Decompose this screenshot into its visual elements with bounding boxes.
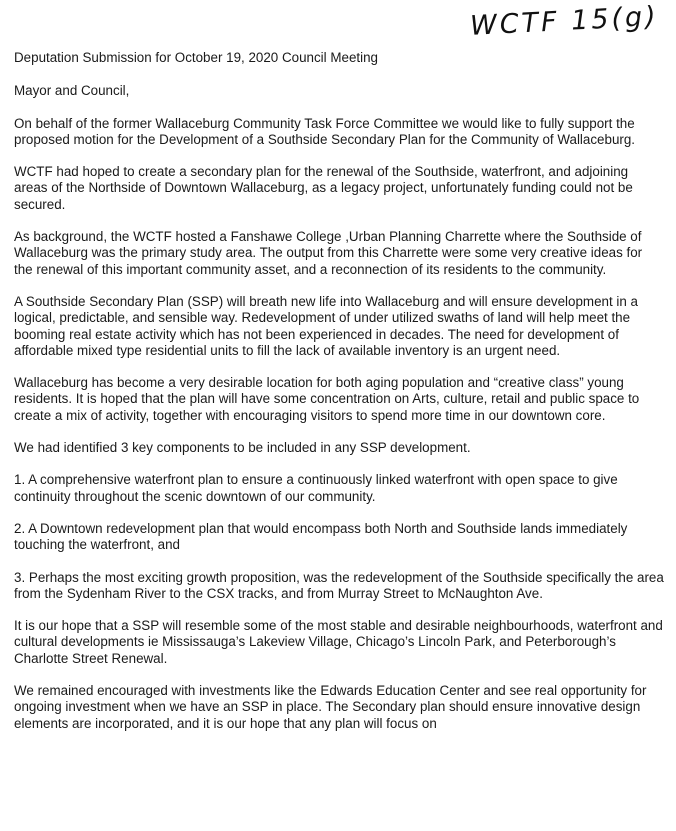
paragraph-location: Wallaceburg has become a very desirable location for both aging population and “creative class” young residents. It is hoped that the plan will have some concentration on Arts, culture, retail and public space to create a mix of activity, together with encouraging visitors to spend more time in our downtown core. (14, 375, 640, 423)
paragraph-components-intro: We had identified 3 key components to be included in any SSP development. (14, 440, 471, 456)
paragraph-background: As background, the WCTF hosted a Fanshawe College ,Urban Planning Charrette where the Southside of Wallaceburg was the primary study area. The output from this Charrette were some very creative ideas for the renewal of this important community asset, and a reconnection of its residents to the community. (14, 229, 643, 277)
paragraph-support: On behalf of the former Wallaceburg Community Task Force Committee we would like to fully support the proposed motion for the Development of a Southside Secondary Plan for the Community of Wallaceburg. (14, 115, 636, 147)
list-item-southside: 3. Perhaps the most exciting growth proposition, was the redevelopment of the Southside specifically the area from the Sydenham River to the CSX tracks, and from Murray Street to McNaughton Ave. (14, 569, 664, 601)
paragraph-investment: We remained encouraged with investments like the Edwards Education Center and see real opportunity for ongoing investment when we have an SSP in place. The Secondary plan should ensure innovative design elements are incorporated, and it is our hope that any plan will focus on (14, 683, 647, 731)
paragraph-ssp: A Southside Secondary Plan (SSP) will breath new life into Wallaceburg and will ensure development in a logical, predictable, and sensible way. Redevelopment of under utilized swaths of land will help meet the booming real estate activity which has not been experienced in decades. The need for development of affordable mixed type residential units to fill the lack of available inventory is an urgent need. (14, 293, 638, 358)
paragraph-hope: It is our hope that a SSP will resemble some of the most stable and desirable neighbourhoods, waterfront and cultural developments ie Mississauga’s Lakeview Village, Chicago’s Lincoln Park, and Peterborough’s Charlotte Street Renewal. (14, 618, 663, 666)
handwritten-reference-stamp: WCTF 15(g) (469, 1, 660, 42)
paragraph-wctf-plan: WCTF had hoped to create a secondary plan for the renewal of the Southside, waterfront, and adjoining areas of the Northside of Downtown Wallaceburg, as a legacy project, unfortunately funding could not be secured. (14, 164, 633, 212)
list-item-downtown: 2. A Downtown redevelopment plan that would encompass both North and Southside lands immediately touching the waterfront, and (14, 520, 628, 553)
deputation-letter (14, 50, 664, 732)
list-item-waterfront: 1. A comprehensive waterfront plan to ensure a continuously linked waterfront with open space to give continuity throughout the scenic downtown of our community. (14, 472, 618, 504)
letter-heading: Deputation Submission for October 19, 2020 Council Meeting (14, 50, 378, 65)
salutation: Mayor and Council, (14, 82, 130, 98)
